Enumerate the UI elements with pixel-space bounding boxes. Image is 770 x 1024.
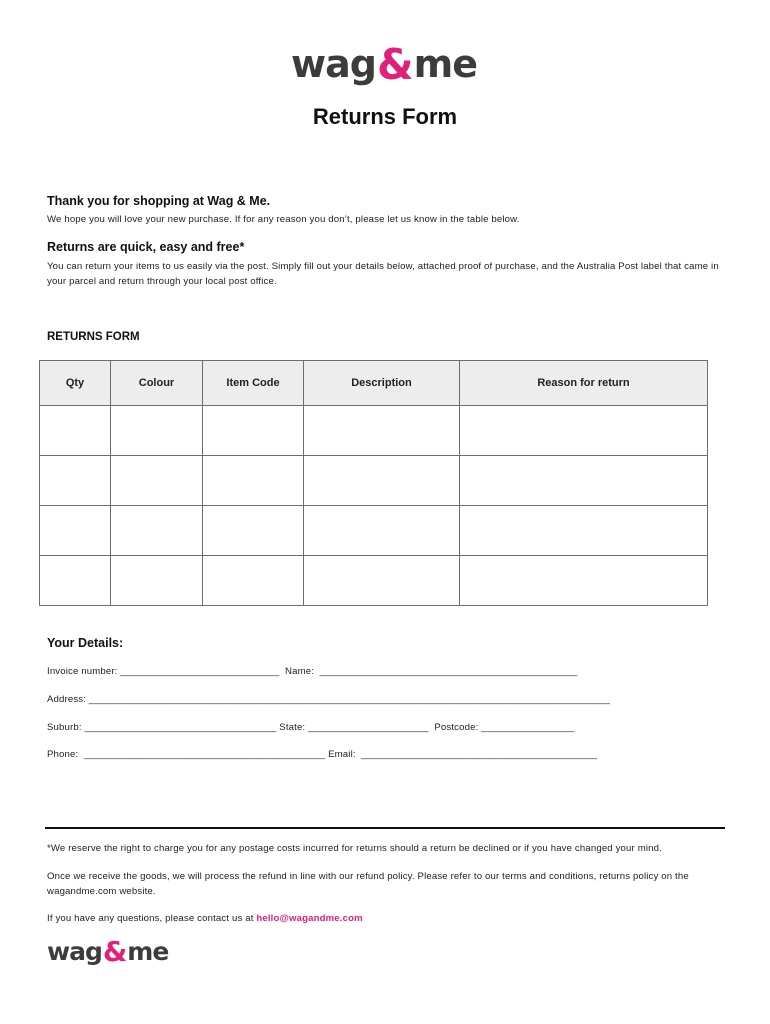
cell-colour[interactable] (111, 556, 203, 606)
cell-qty[interactable] (40, 456, 111, 506)
suburb-state-postcode-line[interactable]: Suburb: ___________________________________ State: ______________________ Postcode: _________________ (47, 722, 575, 733)
returns-table (39, 360, 708, 606)
logo-text-me: me (127, 936, 169, 966)
table-row (40, 556, 708, 606)
cell-description[interactable] (304, 556, 460, 606)
page-title: Returns Form (312, 104, 458, 129)
brand-logo-top (291, 40, 477, 88)
cell-description[interactable] (304, 406, 460, 456)
footer-divider (45, 827, 725, 829)
col-colour: Colour (111, 361, 203, 406)
logo-ampersand: & (102, 934, 127, 968)
disclaimer-text: *We reserve the right to charge you for any postage costs incurred for returns should a return be declined or if you have changed your mind. (47, 843, 662, 854)
table-row (40, 406, 708, 456)
invoice-name-line[interactable]: Invoice number: _____________________________ Name: _______________________________________________ (47, 666, 578, 677)
cell-qty[interactable] (40, 506, 111, 556)
col-description: Description (304, 361, 460, 406)
returns-form-heading: RETURNS FORM (47, 331, 140, 343)
cell-item-code[interactable] (203, 406, 304, 456)
contact-text (47, 911, 727, 926)
logo-text-wag: wag (291, 42, 376, 86)
thanks-text: We hope you will love your new purchase. If for any reason you don’t, please let us know in the table below. (47, 214, 520, 225)
brand-logo-bottom (47, 934, 168, 968)
cell-colour[interactable] (111, 456, 203, 506)
cell-colour[interactable] (111, 506, 203, 556)
cell-description[interactable] (304, 456, 460, 506)
logo-ampersand: & (376, 39, 413, 89)
cell-reason[interactable] (460, 556, 708, 606)
col-reason: Reason for return (460, 361, 708, 406)
table-row (40, 506, 708, 556)
cell-item-code[interactable] (203, 456, 304, 506)
col-item-code: Item Code (203, 361, 304, 406)
phone-email-line[interactable]: Phone: ____________________________________________ Email: ___________________________________________ (47, 749, 598, 760)
cell-reason[interactable] (460, 406, 708, 456)
cell-colour[interactable] (111, 406, 203, 456)
cell-qty[interactable] (40, 406, 111, 456)
cell-item-code[interactable] (203, 506, 304, 556)
logo-text-wag: wag (47, 936, 102, 966)
col-qty: Qty (40, 361, 111, 406)
your-details-heading: Your Details: (47, 636, 124, 650)
cell-reason[interactable] (460, 506, 708, 556)
contact-email-link[interactable]: hello@wagandme.com (256, 913, 363, 924)
returns-heading: Returns are quick, easy and free* (47, 240, 245, 254)
cell-qty[interactable] (40, 556, 111, 606)
cell-item-code[interactable] (203, 556, 304, 606)
thanks-heading: Thank you for shopping at Wag & Me. (47, 194, 271, 208)
refund-text: Once we receive the goods, we will process the refund in line with our refund policy. Please refer to our terms and conditions, returns policy on the wagandme.com website. (47, 871, 689, 897)
logo-text-me: me (413, 42, 477, 86)
returns-text: You can return your items to us easily via the post. Simply fill out your details below, attached proof of purchase, and the Australia Post label that came in your parcel and return through your local post office. (47, 261, 719, 287)
contact-prefix: If you have any questions, please contact us at (47, 913, 257, 924)
cell-description[interactable] (304, 506, 460, 556)
cell-reason[interactable] (460, 456, 708, 506)
table-row (40, 456, 708, 506)
address-line[interactable]: Address: _______________________________________________________________________________________________ (47, 694, 611, 705)
table-header-row (40, 361, 708, 406)
